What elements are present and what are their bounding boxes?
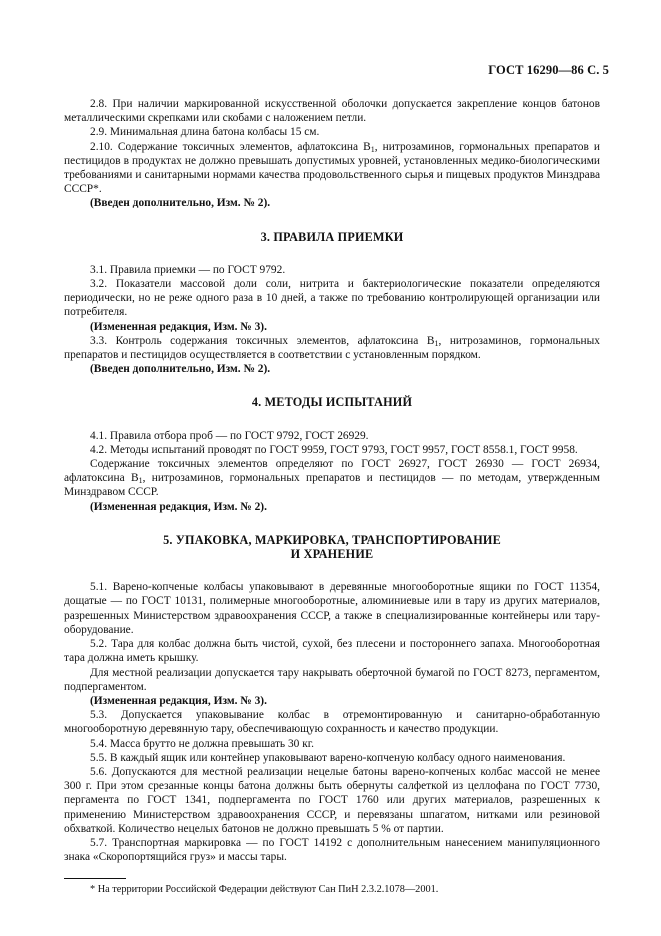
paragraph-5-5: 5.5. В каждый ящик или контейнер упаковывают варено-копченую колбасу одного наименования. — [90, 751, 566, 764]
amendment-note: (Введен дополнительно, Изм. № 2). — [90, 197, 271, 210]
paragraph-5-2-continued: Для местной реализации допускается тару накрывать оберточной бумагой по ГОСТ 8273, пергаментом, подпергаментом. — [64, 666, 600, 693]
footnote: * На территории Российской Федерации действуют Сан ПиН 2.3.2.1078—2001. — [90, 884, 439, 896]
paragraph-4-2: 4.2. Методы испытаний проводят по ГОСТ 9959, ГОСТ 9793, ГОСТ 9957, ГОСТ 8558.1, ГОСТ 9958. — [90, 443, 578, 456]
document-body — [64, 97, 600, 896]
amendment-note: (Измененная редакция, Изм. № 3). — [90, 320, 267, 333]
amendment-note: (Измененная редакция, Изм. № 2). — [90, 500, 267, 513]
paragraph-4-1: 4.1. Правила отбора проб — по ГОСТ 9792, ГОСТ 26929. — [90, 429, 369, 442]
paragraph-5-7: 5.7. Транспортная маркировка — по ГОСТ 14192 с дополнительным нанесением манипуляционного знака «Скоропортящийся груз» и массы тары. — [64, 836, 600, 864]
paragraph-5-4: 5.4. Масса брутто не должна превышать 30 кг. — [90, 737, 314, 750]
paragraph-5-2: 5.2. Тара для колбас должна быть чистой, сухой, без плесени и постороннего запаха. Многооборотная тара должна иметь крышку. — [64, 638, 600, 665]
paragraph-3-3: 3.3. Контроль содержания токсичных элементов, афлатоксина $В_1$, нитрозаминов, гормональных препаратов и пестицидов осуществляется в соответствии с установленным порядком. — [64, 334, 600, 362]
section-3-heading: 3. ПРАВИЛА ПРИЕМКИ — [260, 229, 404, 244]
paragraph-3-2: 3.2. Показатели массовой доли соли, нитрита и бактериологические показатели определяются периодически, но не реже одного раза в 10 дней, а также по требованию контролирующей организации или потребителя. — [64, 278, 600, 319]
paragraph-2-10: 2.10. Содержание токсичных элементов, афлатоксина $В_1$, нитрозаминов, гормональных препаратов и пестицидов в продуктах не должно превышать допустимых уровней, установленных медико-биологическими требованиями и санитарными нормами качества продовольственного сырья и пищевых продуктов Минздрава СССР*. — [64, 140, 600, 196]
paragraph-5-6: 5.6. Допускаются для местной реализации нецелые батоны варено-копченых колбас массой не менее 300 г. При этом срезанные концы батона должны быть обернуты салфеткой из целлофана по ГОСТ 7730, пергамента по ГОСТ 1341, подпергамента по ГОСТ 1760 или других материалов, разрешенных к применению Министерством здравоохранения СССР, и перевязаны шпагатом, нитками или резиновой обхваткой. Количество нецелых батонов не должно превышать 5 % от партии. — [64, 765, 600, 835]
footnote-divider — [64, 878, 126, 879]
paragraph-5-3: 5.3. Допускается упаковывание колбас в отремонтированную и санитарно-обработанную многооборотную деревянную тару, обеспечивающую сохранность и качество продукции. — [64, 709, 600, 736]
paragraph-4-2-continued: Содержание токсичных элементов определяют по ГОСТ 26927, ГОСТ 26930 — ГОСТ 26934, афлатоксина $В_1$, нитрозаминов, гормональных препаратов и пестицидов — по методам, утвержденным Минздравом СССР. — [64, 458, 600, 499]
paragraph-5-1: 5.1. Варено-копченые колбасы упаковывают в деревянные многооборотные ящики по ГОСТ 11354, дощатые — по ГОСТ 10131, полимерные многооборотные, алюминиевые или в тару из других материалов, разрешенных Министерством здравоохранения СССР, а также в специализированные контейнеры или тару-оборудование. — [64, 581, 600, 636]
page-header: ГОСТ 16290—86 С. 5 — [488, 63, 609, 77]
amendment-note: (Измененная редакция, Изм. № 3). — [90, 694, 267, 707]
paragraph-3-1: 3.1. Правила приемки — по ГОСТ 9792. — [90, 263, 286, 276]
section-5-heading-line-2: И ХРАНЕНИЕ — [290, 547, 374, 562]
paragraph-2-9: 2.9. Минимальная длина батона колбасы 15 см. — [90, 126, 320, 139]
section-4-heading: 4. МЕТОДЫ ИСПЫТАНИЙ — [251, 395, 413, 410]
section-5-heading-line-1: 5. УПАКОВКА, МАРКИРОВКА, ТРАНСПОРТИРОВАНИЕ — [163, 532, 501, 547]
paragraph-2-8: 2.8. При наличии маркированной искусственной оболочки допускается закрепление концов батонов металлическими скрепками или скобами с наложением петли. — [64, 98, 600, 125]
amendment-note: (Введен дополнительно, Изм. № 2). — [90, 363, 271, 376]
